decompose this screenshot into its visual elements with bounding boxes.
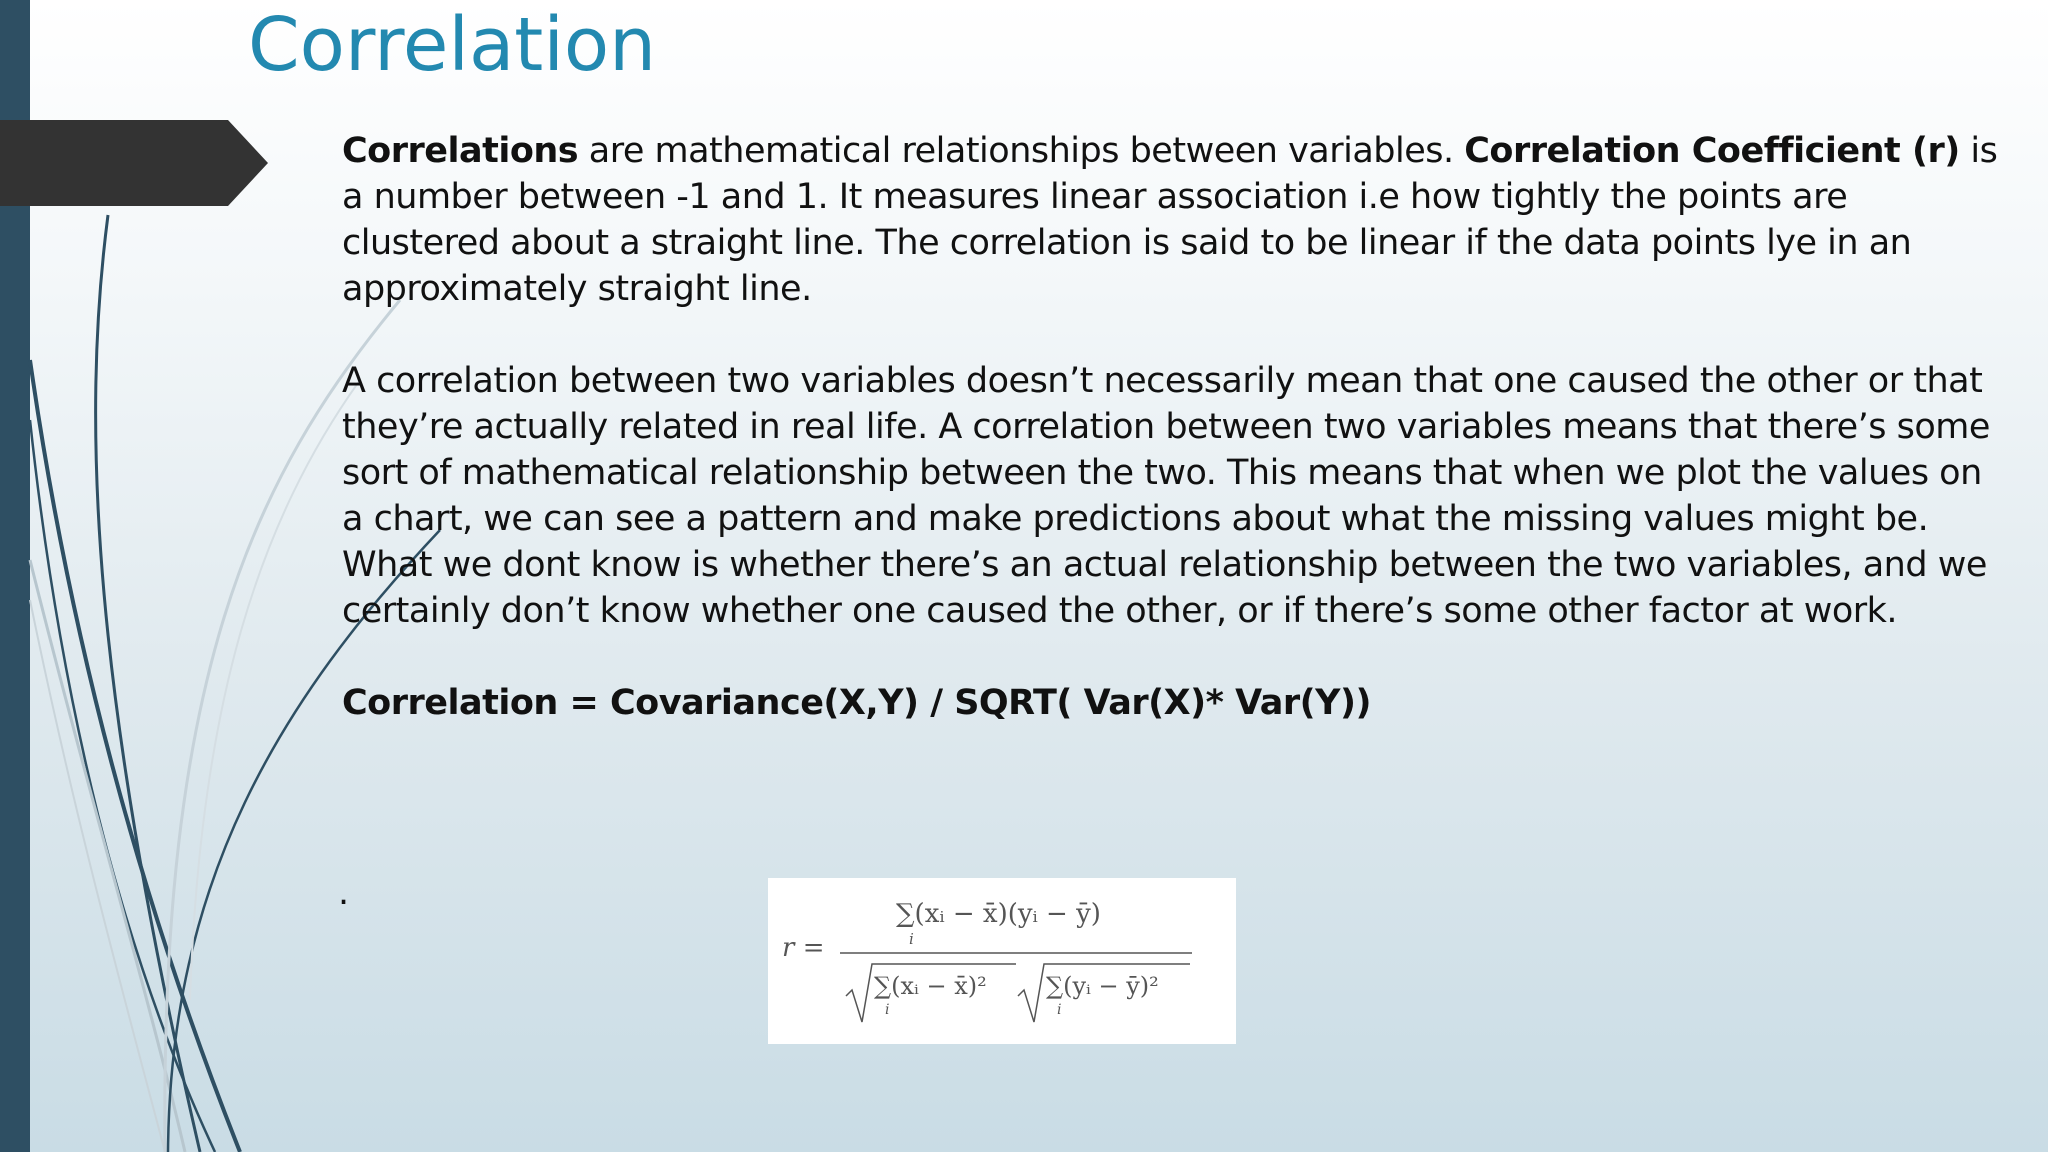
formula-denominator-right: ∑(yᵢ − ȳ)² (1046, 972, 1159, 1000)
stray-dot: . (338, 873, 350, 913)
definition-text-1: are mathematical relationships between variables. (578, 131, 1465, 171)
term-correlations: Correlations (342, 131, 579, 171)
slide-title: Correlation (248, 2, 657, 88)
arrow-tab-shape (0, 120, 270, 206)
formula-denominator-left-index: i (885, 1002, 890, 1018)
paragraph-definition (342, 128, 2012, 312)
formula-denominator-left: ∑(xᵢ − x̄)² (874, 972, 987, 1000)
correlation-formula-graphic (768, 878, 1236, 1044)
formula-denominator-right-index: i (1057, 1002, 1062, 1018)
formula-numerator: ∑(xᵢ − x̄)(yᵢ − ȳ) (896, 899, 1101, 929)
formula-text-bold: Correlation = Covariance(X,Y) / SQRT( Var(X)* Var(Y)) (342, 683, 1372, 723)
slide-content (342, 128, 2012, 726)
formula-image (768, 878, 1236, 1044)
formula-numerator-index: i (909, 930, 914, 948)
formula-text (342, 680, 2012, 726)
term-correlation-coefficient: Correlation Coefficient (r) (1464, 131, 1960, 171)
definition-text-2: is a number between -1 and 1. It measures linear association i.e how tightly the points are clustered about a straight line. The correlation is said to be linear if the data points lye in an approximately straight line. (342, 131, 1998, 309)
paragraph-causation: A correlation between two variables doesn’t necessarily mean that one caused the other or that they’re actually related in real life. A correlation between two variables means that there’s some sort of mathematical relationship between the two. This means that when we plot the values on a chart, we can see a pattern and make predictions about what the missing values might be. What we dont know is whether there’s an actual relationship between the two variables, and we certainly don’t know whether one caused the other, or if there’s some other factor at work. (342, 361, 1990, 631)
formula-lhs: r = (782, 933, 825, 963)
